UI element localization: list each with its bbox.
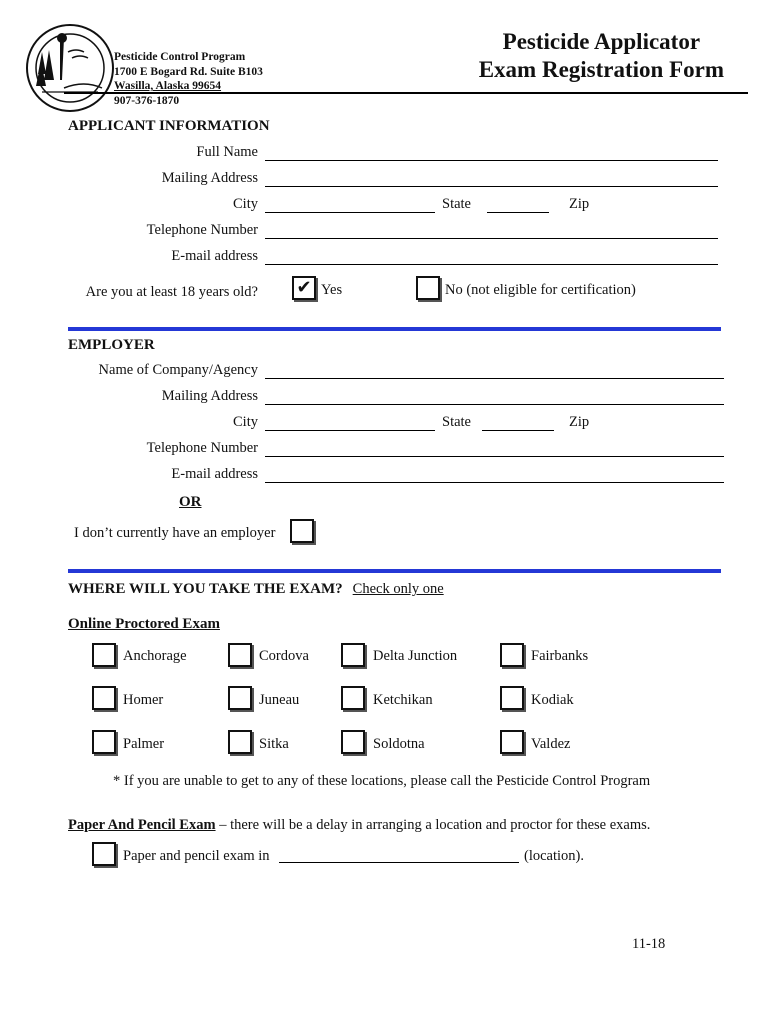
employer-zip-label: Zip — [569, 414, 590, 430]
location-checkbox-delta-junction[interactable] — [341, 643, 365, 667]
company-field[interactable] — [265, 378, 724, 379]
location-label-kodiak: Kodiak — [531, 692, 574, 708]
section-divider-2 — [68, 569, 721, 573]
employer-heading: EMPLOYER — [68, 337, 155, 353]
location-label-valdez: Valdez — [531, 736, 571, 752]
location-checkbox-palmer[interactable] — [92, 730, 116, 754]
paper-exam-desc: – there will be a delay in arranging a location and proctor for these exams. — [215, 817, 651, 833]
paper-exam-heading: Paper And Pencil Exam — [68, 817, 216, 833]
paper-exam-row — [68, 817, 650, 834]
age-question: Are you at least 18 years old? — [85, 284, 258, 300]
city-label: City — [233, 196, 258, 212]
program-name: Pesticide Control Program — [114, 51, 246, 63]
location-label-fairbanks: Fairbanks — [531, 648, 589, 664]
mailing-address-field[interactable] — [265, 186, 718, 187]
location-checkbox-fairbanks[interactable] — [500, 643, 524, 667]
city-field[interactable] — [265, 212, 435, 213]
exam-heading: WHERE WILL YOU TAKE THE EXAM? — [68, 581, 343, 597]
employer-state-label: State — [442, 414, 471, 430]
location-checkbox-juneau[interactable] — [228, 686, 252, 710]
program-address-block — [114, 50, 263, 108]
exam-heading-row — [68, 580, 444, 598]
location-label-delta-junction: Delta Junction — [373, 648, 458, 664]
location-checkbox-kodiak[interactable] — [500, 686, 524, 710]
online-exam-heading: Online Proctored Exam — [68, 616, 220, 632]
mailing-address-label: Mailing Address — [161, 170, 258, 186]
age-yes-checkbox[interactable] — [292, 276, 316, 300]
program-seal-logo — [24, 22, 116, 114]
employer-telephone-label: Telephone Number — [146, 440, 258, 456]
age-yes-label: Yes — [321, 282, 343, 298]
location-label-cordova: Cordova — [259, 648, 309, 664]
state-label: State — [442, 196, 471, 212]
location-label-soldotna: Soldotna — [373, 736, 425, 752]
email-field[interactable] — [265, 264, 718, 265]
location-label-homer: Homer — [123, 692, 164, 708]
form-version: 11-18 — [632, 936, 666, 952]
paper-exam-prefix: Paper and pencil exam in — [123, 848, 270, 864]
employer-city-label: City — [233, 414, 258, 430]
header-divider — [64, 92, 748, 94]
check-only-one: Check only one — [352, 581, 444, 597]
or-separator: OR — [179, 494, 202, 510]
paper-exam-checkbox[interactable] — [92, 842, 116, 866]
location-checkbox-homer[interactable] — [92, 686, 116, 710]
telephone-field[interactable] — [265, 238, 718, 239]
employer-city-field[interactable] — [265, 430, 435, 431]
location-label-anchorage: Anchorage — [123, 648, 187, 664]
location-checkbox-valdez[interactable] — [500, 730, 524, 754]
program-city: Wasilla, Alaska 99654 — [114, 80, 222, 92]
paper-exam-suffix: (location). — [524, 848, 584, 864]
employer-telephone-field[interactable] — [265, 456, 724, 457]
no-employer-label: I don’t currently have an employer — [74, 525, 276, 541]
location-label-ketchikan: Ketchikan — [373, 692, 433, 708]
form-title — [479, 28, 724, 84]
company-label: Name of Company/Agency — [98, 362, 258, 378]
employer-mailing-field[interactable] — [265, 404, 724, 405]
state-field[interactable] — [487, 212, 549, 213]
zip-label: Zip — [569, 196, 590, 212]
email-label: E-mail address — [171, 248, 258, 264]
employer-mailing-label: Mailing Address — [161, 388, 258, 404]
program-street: 1700 E Bogard Rd. Suite B103 — [114, 65, 263, 78]
paper-exam-location-field[interactable] — [279, 862, 519, 863]
location-label-sitka: Sitka — [259, 736, 289, 752]
employer-state-field[interactable] — [482, 430, 554, 431]
location-label-palmer: Palmer — [123, 736, 165, 752]
program-phone: 907-376-1870 — [114, 94, 180, 107]
location-checkbox-sitka[interactable] — [228, 730, 252, 754]
checkmark-icon: ✔ — [296, 277, 312, 298]
unable-note: * If you are unable to get to any of these locations, please call the Pesticide Control Program — [113, 773, 651, 789]
no-employer-checkbox[interactable] — [290, 519, 314, 543]
location-checkbox-ketchikan[interactable] — [341, 686, 365, 710]
applicant-heading: APPLICANT INFORMATION — [68, 118, 270, 134]
employer-email-field[interactable] — [265, 482, 724, 483]
telephone-label: Telephone Number — [146, 222, 258, 238]
form-title-line2: Exam Registration Form — [478, 57, 724, 82]
section-divider-1 — [68, 327, 721, 331]
location-checkbox-anchorage[interactable] — [92, 643, 116, 667]
age-no-checkbox[interactable] — [416, 276, 440, 300]
location-checkbox-cordova[interactable] — [228, 643, 252, 667]
location-label-juneau: Juneau — [259, 692, 300, 708]
employer-email-label: E-mail address — [171, 466, 258, 482]
form-title-line1: Pesticide Applicator — [502, 29, 701, 54]
age-no-label: No (not eligible for certification) — [445, 282, 636, 298]
full-name-label: Full Name — [196, 144, 258, 160]
location-checkbox-soldotna[interactable] — [341, 730, 365, 754]
full-name-field[interactable] — [265, 160, 718, 161]
